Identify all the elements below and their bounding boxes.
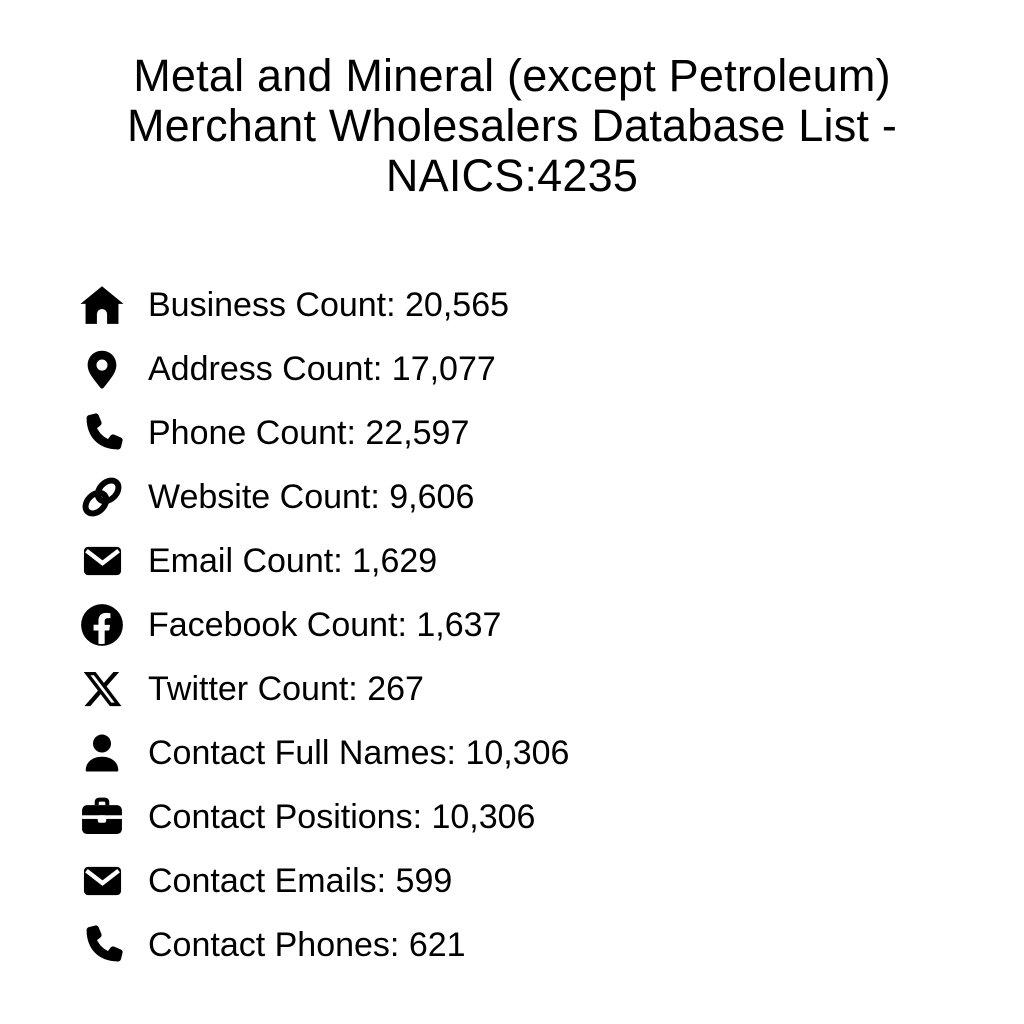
facebook-icon (77, 599, 127, 651)
stat-row-contact-phones (77, 919, 1024, 971)
page (0, 51, 1024, 1024)
page-title-line-1: Metal and Mineral (except Petroleum) (133, 50, 891, 101)
stat-text: Email Count: 1,629 (148, 542, 438, 580)
home-icon (77, 279, 127, 331)
stats-list (0, 279, 1024, 971)
link-icon (77, 471, 127, 523)
stat-text: Phone Count: 22,597 (148, 414, 470, 452)
page-title-line-2: Merchant Wholesalers Database List - (126, 100, 898, 151)
stat-row-contact-positions (77, 791, 1024, 843)
stat-text: Twitter Count: 267 (148, 670, 424, 708)
envelope-icon (77, 855, 127, 907)
stat-row-contact-emails (77, 855, 1024, 907)
stat-row-contact-full-names (77, 727, 1024, 779)
page-title (62, 51, 962, 201)
briefcase-icon (77, 791, 127, 843)
stat-row-business-count (77, 279, 1024, 331)
x-twitter-icon (77, 663, 127, 715)
phone-icon (77, 919, 127, 971)
stat-text: Contact Full Names: 10,306 (148, 734, 570, 772)
stat-row-phone-count (77, 407, 1024, 459)
stat-text: Contact Positions: 10,306 (148, 798, 536, 836)
stat-row-twitter-count (77, 663, 1024, 715)
envelope-icon (77, 535, 127, 587)
stat-text: Contact Emails: 599 (148, 862, 453, 900)
stat-text: Contact Phones: 621 (148, 926, 466, 964)
phone-icon (77, 407, 127, 459)
stat-row-address-count (77, 343, 1024, 395)
stat-row-email-count (77, 535, 1024, 587)
stat-text: Website Count: 9,606 (148, 478, 475, 516)
stat-text: Facebook Count: 1,637 (148, 606, 502, 644)
stat-text: Address Count: 17,077 (148, 350, 496, 388)
person-icon (77, 727, 127, 779)
page-title-line-3: NAICS:4235 (385, 150, 639, 201)
stat-row-facebook-count (77, 599, 1024, 651)
location-pin-icon (77, 343, 127, 395)
stat-text: Business Count: 20,565 (148, 286, 510, 324)
stat-row-website-count (77, 471, 1024, 523)
